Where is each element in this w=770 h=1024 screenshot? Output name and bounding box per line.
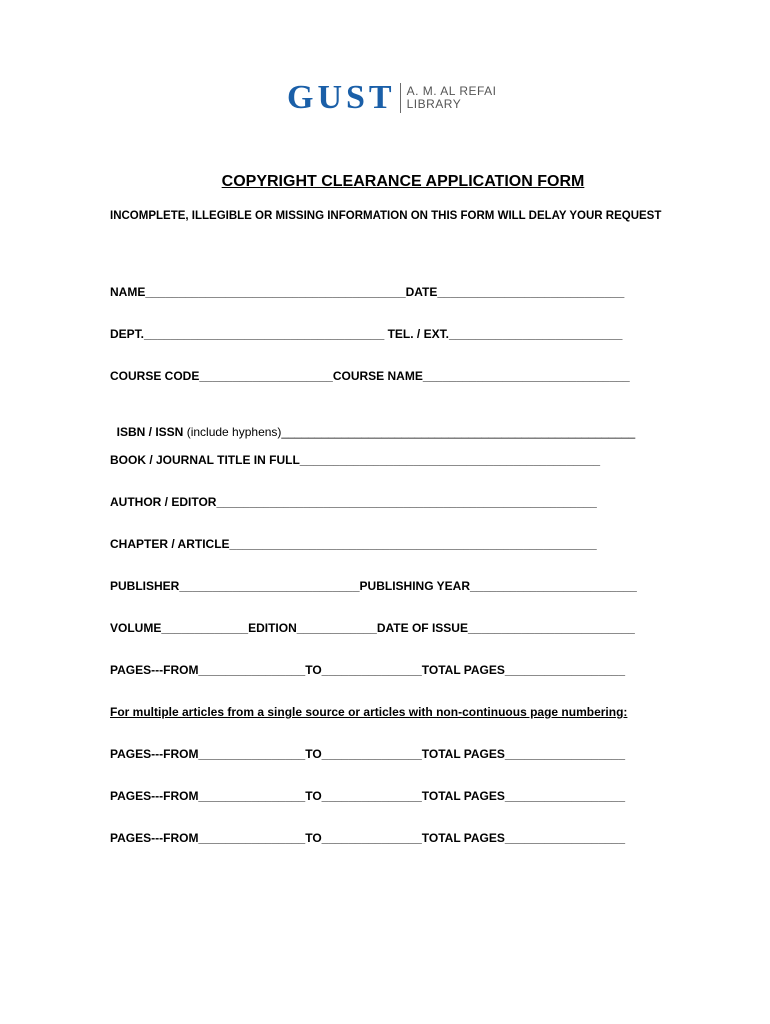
name-date-row[interactable]: NAME_______________________________________DATE____________________________ (110, 285, 625, 299)
isbn-hint[interactable]: (include hyphens)_____________________________________________________ (183, 425, 636, 439)
form-title: COPYRIGHT CLEARANCE APPLICATION FORM (221, 173, 585, 190)
library-logo (287, 80, 497, 116)
logo-mark: GUST (287, 79, 396, 116)
form-notice: INCOMPLETE, ILLEGIBLE OR MISSING INFORMATION ON THIS FORM WILL DELAY YOUR REQUEST (110, 210, 662, 222)
course-row[interactable]: COURSE CODE____________________COURSE NAME_______________________________ (110, 369, 630, 383)
logo-line-1: A. M. AL REFAI (406, 84, 497, 98)
publisher-row[interactable]: PUBLISHER___________________________PUBLISHING YEAR_________________________ (110, 579, 637, 593)
pages-row-2[interactable]: PAGES---FROM________________TO_______________TOTAL PAGES__________________ (110, 747, 626, 761)
chapter-row[interactable]: CHAPTER / ARTICLE_______________________________________________________ (110, 537, 597, 551)
volume-row[interactable]: VOLUME_____________EDITION____________DATE OF ISSUE_________________________ (110, 621, 635, 635)
logo-divider (400, 83, 401, 113)
pages-row-1[interactable]: PAGES---FROM________________TO_______________TOTAL PAGES__________________ (110, 663, 626, 677)
book-title-row[interactable]: BOOK / JOURNAL TITLE IN FULL_____________________________________________ (110, 453, 601, 467)
logo-line-2: LIBRARY (406, 97, 462, 111)
isbn-label: ISBN / ISSN (116, 425, 184, 439)
pages-row-3[interactable]: PAGES---FROM________________TO_______________TOTAL PAGES__________________ (110, 789, 626, 803)
multiple-articles-instruction: For multiple articles from a single source or articles with non-continuous page numbering: (110, 705, 628, 719)
pages-row-4[interactable]: PAGES---FROM________________TO_______________TOTAL PAGES__________________ (110, 831, 626, 845)
dept-tel-row[interactable]: DEPT.____________________________________ TEL. / EXT.__________________________ (110, 327, 623, 341)
author-row[interactable]: AUTHOR / EDITOR_________________________________________________________ (110, 495, 597, 509)
isbn-row[interactable] (110, 411, 635, 439)
logo-subtitle (407, 85, 497, 111)
